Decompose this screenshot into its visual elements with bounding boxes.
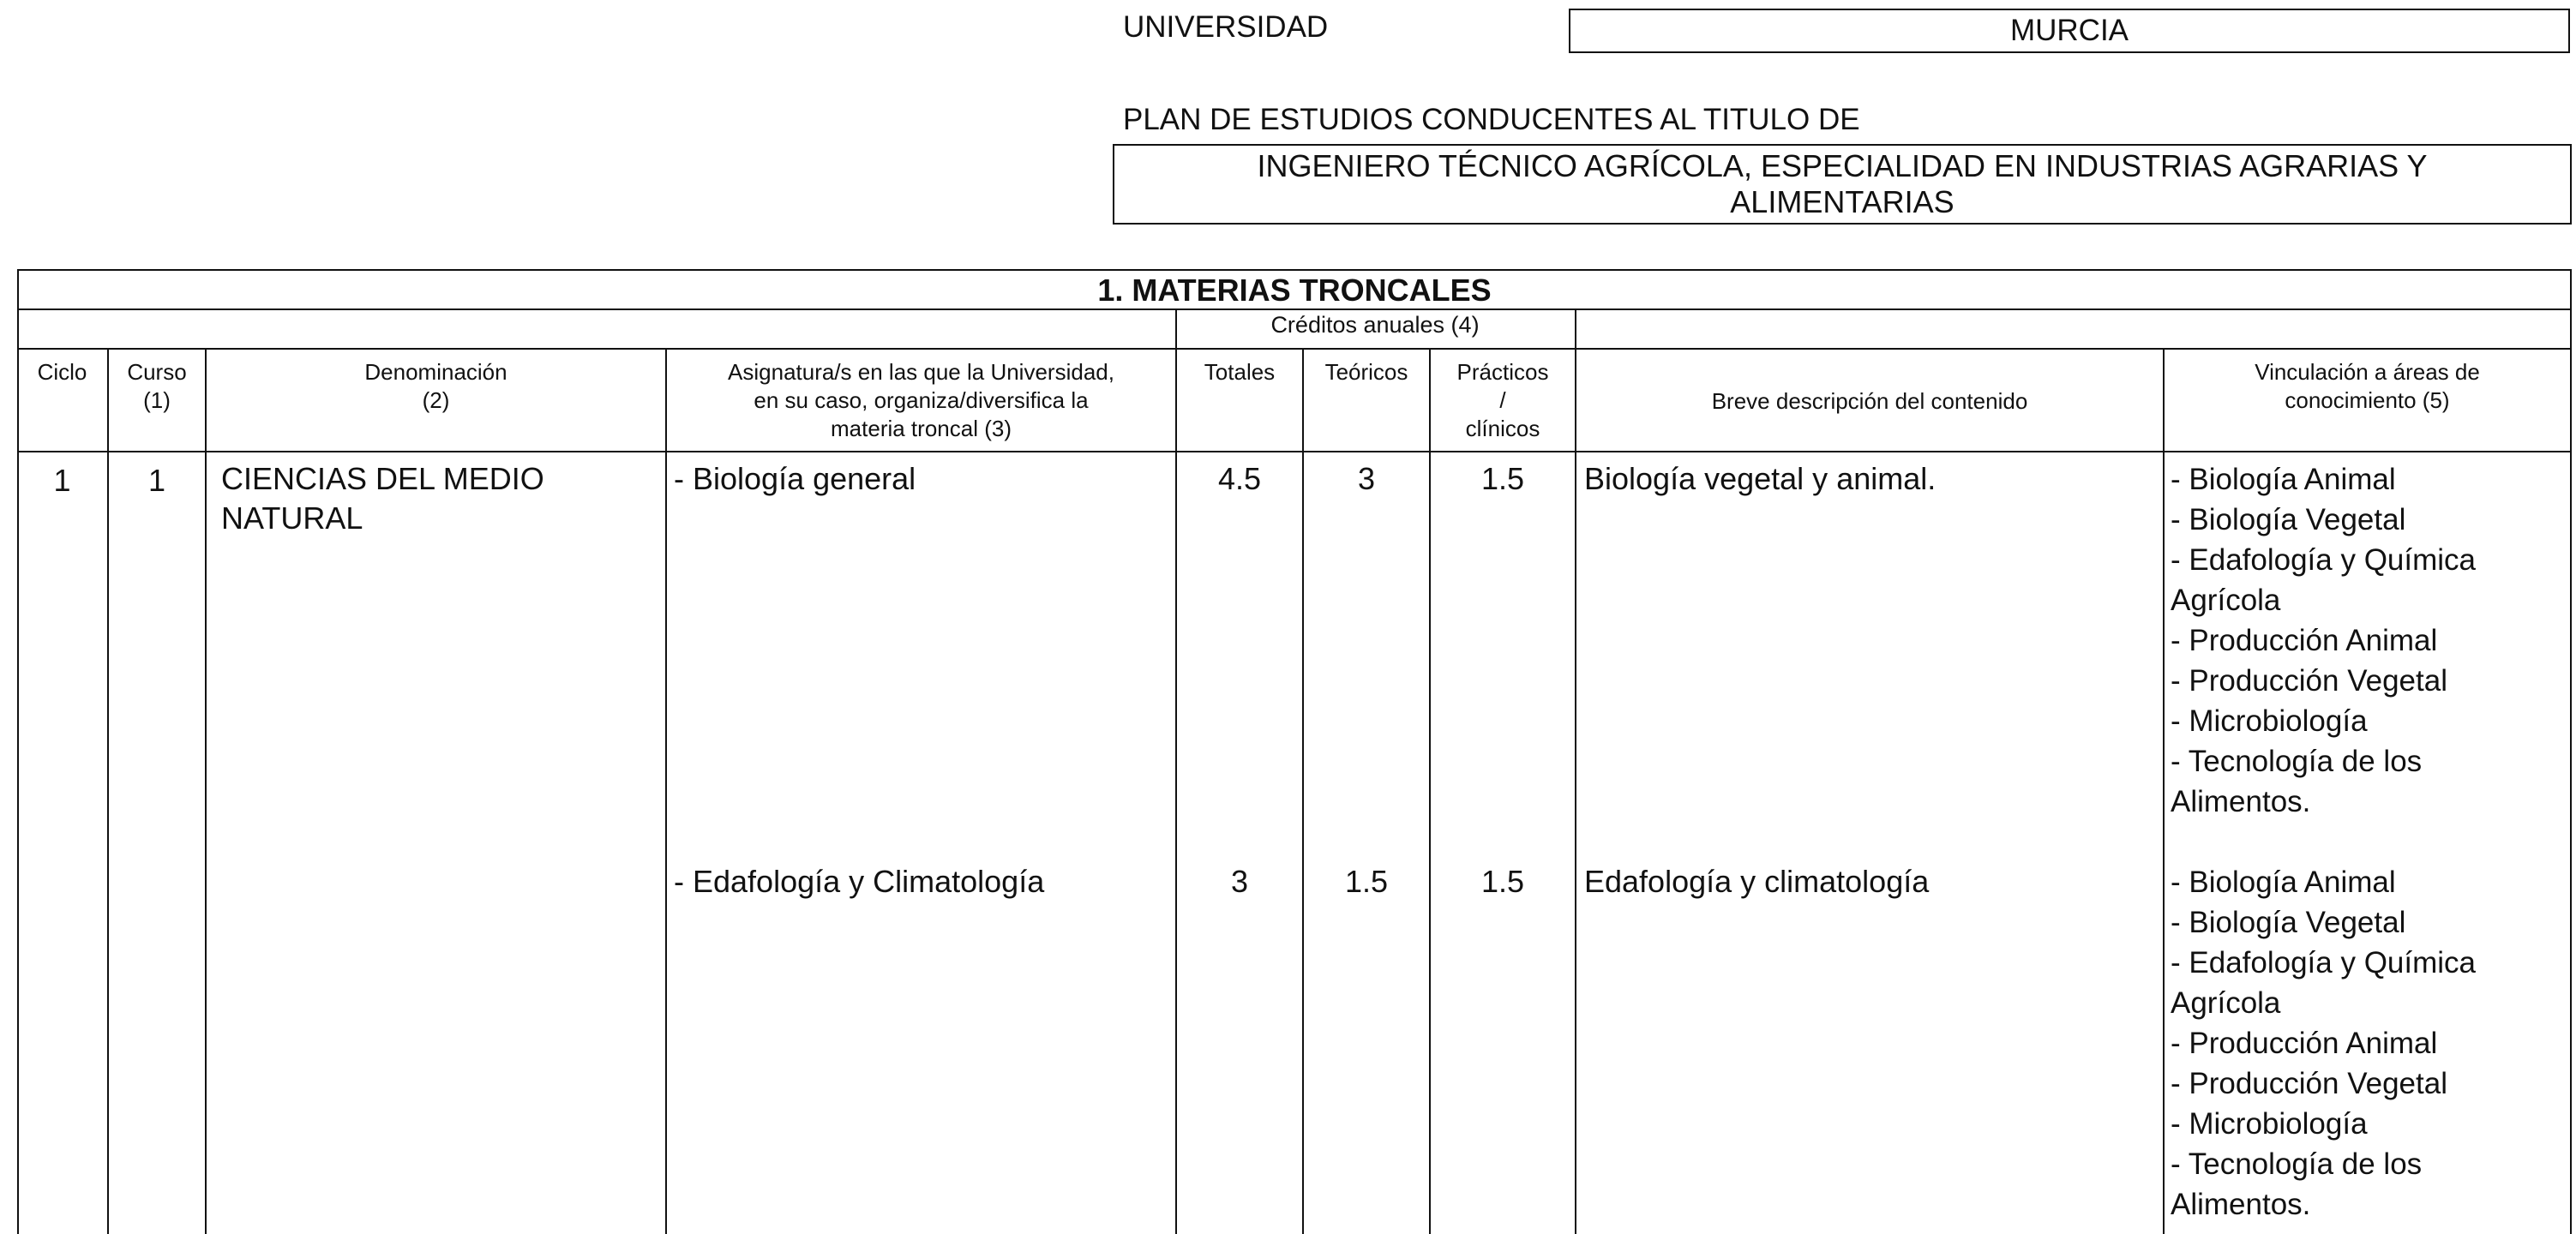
asignatura-1-areas — [2171, 459, 2568, 822]
asignatura-2-practicos: 1.5 — [1480, 864, 1525, 899]
asignatura-1-totales: 4.5 — [1217, 461, 1262, 496]
header-curso: Curso (1) — [127, 359, 187, 413]
rule-denominacion — [665, 348, 667, 1234]
asignatura-1-nombre: - Biología general — [674, 461, 916, 496]
materia-curso: 1 — [147, 463, 166, 498]
asignatura-2-totales: 3 — [1230, 864, 1249, 899]
area-item: - Producción Animal — [2171, 624, 2438, 657]
section-title: 1. MATERIAS TRONCALES — [1097, 273, 1492, 308]
plan-label: PLAN DE ESTUDIOS CONDUCENTES AL TITULO DE — [1123, 103, 1860, 136]
area-item: Agrícola — [2171, 584, 2281, 617]
asignatura-2-descripcion: Edafología y climatología — [1584, 864, 1930, 899]
asignatura-1-teoricos: 3 — [1357, 461, 1376, 496]
area-item: Agrícola — [2171, 986, 2281, 1020]
header-descripcion: Breve descripción del contenido — [1711, 388, 2028, 414]
universidad-label: UNIVERSIDAD — [1123, 10, 1329, 44]
asignatura-2-teoricos: 1.5 — [1344, 864, 1389, 899]
header-totales: Totales — [1204, 359, 1276, 385]
area-item: - Edafología y Química — [2171, 946, 2476, 979]
area-item: - Biología Vegetal — [2171, 906, 2406, 939]
rule-curso — [205, 348, 207, 1234]
rule-descripcion — [2163, 348, 2165, 1234]
creditos-title: Créditos anuales (4) — [1270, 312, 1480, 338]
rule-under-creditos-title — [17, 348, 2572, 350]
area-item: - Biología Animal — [2171, 866, 2396, 899]
rule-asignatura — [1175, 308, 1177, 1234]
area-item: - Producción Animal — [2171, 1027, 2438, 1060]
header-vinculacion: Vinculación a áreas de conocimiento (5) — [2255, 359, 2480, 413]
asignatura-1-descripcion: Biología vegetal y animal. — [1584, 461, 1937, 496]
header-ciclo: Ciclo — [37, 359, 87, 385]
materia-denominacion: CIENCIAS DEL MEDIO NATURAL — [221, 461, 544, 536]
header-asignatura: Asignatura/s en las que la Universidad, en su caso, organiza/diversifica la materia troncal (3) — [728, 359, 1114, 441]
area-item: - Biología Vegetal — [2171, 503, 2406, 536]
area-item: - Microbiología — [2171, 1107, 2368, 1141]
area-item: Alimentos. — [2171, 785, 2311, 818]
asignatura-2-areas — [2171, 862, 2568, 1225]
area-item: - Tecnología de los — [2171, 1147, 2423, 1181]
titulo-line-2: ALIMENTARIAS — [1730, 184, 1955, 219]
universidad-value-box — [1569, 9, 2570, 53]
header-teoricos: Teóricos — [1324, 359, 1408, 385]
asignatura-2-nombre: - Edafología y Climatología — [674, 864, 1045, 899]
titulo-box — [1113, 144, 2572, 225]
header-denominacion: Denominación (2) — [364, 359, 507, 413]
area-item: - Microbiología — [2171, 704, 2368, 738]
asignatura-1-practicos: 1.5 — [1480, 461, 1525, 496]
area-item: - Biología Animal — [2171, 463, 2396, 496]
area-item: - Producción Vegetal — [2171, 1067, 2447, 1100]
area-item: Alimentos. — [2171, 1188, 2311, 1221]
area-item: - Edafología y Química — [2171, 543, 2476, 577]
rule-under-column-headers — [17, 451, 2572, 452]
area-item: - Producción Vegetal — [2171, 664, 2447, 698]
titulo-line-1: INGENIERO TÉCNICO AGRÍCOLA, ESPECIALIDAD EN INDUSTRIAS AGRARIAS Y — [1257, 148, 2428, 183]
materia-ciclo: 1 — [53, 463, 71, 498]
rule-practicos — [1575, 308, 1576, 1234]
rule-under-section-title — [17, 308, 2572, 310]
header-practicos: Prácticos / clínicos — [1456, 359, 1549, 441]
universidad-value: MURCIA — [2009, 14, 2129, 47]
area-item: - Tecnología de los — [2171, 745, 2423, 778]
